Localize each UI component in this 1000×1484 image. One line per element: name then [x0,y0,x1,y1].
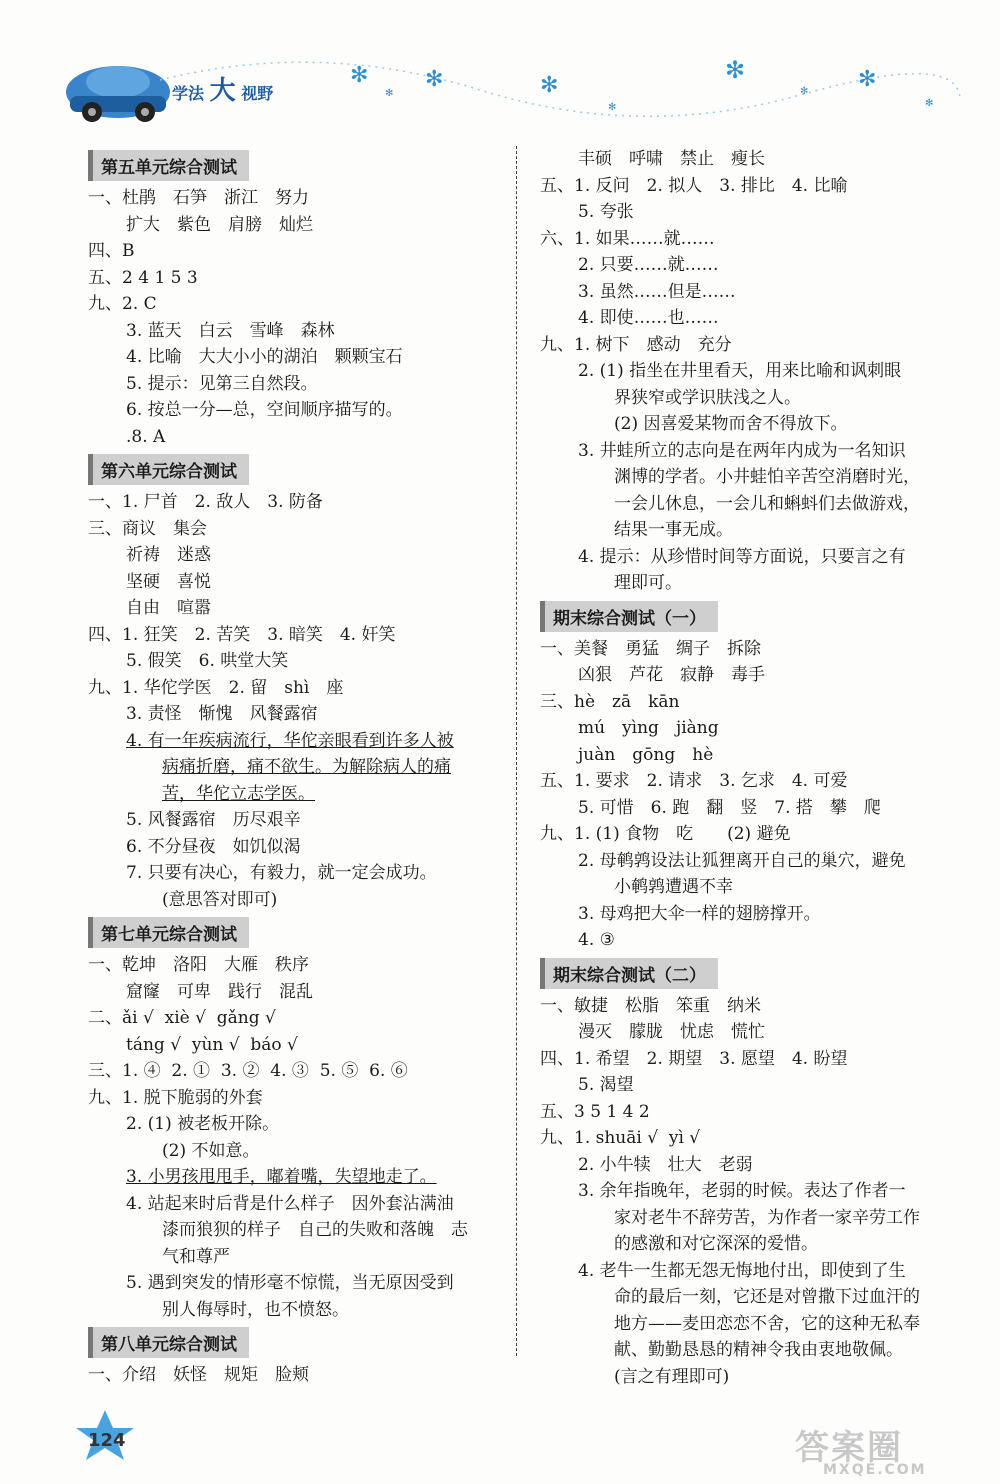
answer-line: 丰硕 呼啸 禁止 瘦长 [578,149,765,169]
answer-line: 4. 站起来时后背是什么样子 因外套沾满油 [126,1193,454,1214]
answer-line: 界狭窄或学识肤浅之人。 [614,387,801,408]
answer-line: táng √ yùn √ báo √ [126,1034,298,1055]
answer-line: 四、1. 狂笑 2. 苦笑 3. 暗笑 4. 奸笑 [88,624,396,645]
answer-line: 别人侮辱时，也不愤怒。 [162,1299,349,1320]
answer-line: 6. 不分昼夜 如饥似渴 [126,836,301,857]
answer-line: 2. 小牛犊 壮大 老弱 [578,1154,753,1175]
answer-line: 5. 假笑 6. 哄堂大笑 [126,651,289,671]
page-number: 124 [88,1430,126,1451]
answer-line: 九、1. (1) 食物 吃 (2) 避免 [540,824,791,844]
answer-line: 一、1. 尸首 2. 敌人 3. 防备 [88,492,323,512]
answer-line: (2) 不如意。 [162,1140,260,1161]
answer-line: 一、介绍 妖怪 规矩 脸颊 [88,1365,309,1385]
answer-line: 三、商议 集会 [88,518,207,539]
snowflake-icon: ✻ [350,63,369,88]
answer-line: 4. 老牛一生都无怨无悔地付出，即使到了生 [578,1260,906,1281]
answer-line: 祈祷 迷惑 [126,545,211,565]
answer-line: 气和尊严 [162,1246,230,1267]
answer-line: 漆而狼狈的样子 自己的失败和落魄 志 [162,1220,468,1240]
answer-line: 九、1. 树下 感动 充分 [540,334,732,355]
left-answer-column [88,146,503,1389]
brand-text-2: 大 [209,76,236,106]
answer-line: 4. 有一年疾病流行，华佗亲眼看到许多人被 [126,730,454,751]
answer-line: 五、3 5 1 4 2 [540,1101,650,1122]
answer-line: 自由 喧嚣 [126,598,211,618]
answer-line: 渊博的学者。小井蛙怕辛苦空消磨时光， [614,467,920,487]
answer-line: 一、美餐 勇猛 绸子 拆除 [540,638,761,659]
section-title-row [88,913,503,952]
section-title-row [88,146,503,185]
answer-line: 5. 风餐露宿 历尽艰辛 [126,810,301,830]
snowflake-icon: ✻ [608,102,617,113]
answer-line: 3. 蓝天 白云 雪峰 森林 [126,320,335,341]
answer-line: 5. 可惜 6. 跑 翻 竖 7. 搭 攀 爬 [578,797,881,818]
header-decoration [0,0,1000,140]
answer-line: .8. A [126,426,166,447]
answer-line: 理即可。 [614,573,682,593]
answer-line: 一、敏捷 松脂 笨重 纳米 [540,995,761,1016]
answer-line: 地方——麦田恋恋不舍，它的这种无私奉 [614,1313,920,1334]
answer-line: 病痛折磨，痛不欲生。为解除病人的痛 [162,757,451,777]
answer-line: 凶狠 芦花 寂静 毒手 [578,665,765,685]
answer-line: 苦，华佗立志学医。 [162,783,315,804]
answer-line: 一、杜鹃 石笋 浙江 努力 [88,188,309,208]
section-title: 期末综合测试（二） [540,958,718,989]
car-icon [66,66,170,122]
page-number-badge [70,1408,140,1464]
answer-line: mú yìng jiàng [578,718,719,738]
right-answer-column [540,146,960,1390]
snowflake-decorations [350,56,933,113]
answer-line: 3. 小男孩甩甩手，嘟着嘴，失望地走了。 [126,1167,437,1187]
answer-line: 二、ǎi √ xiè √ gǎng √ [88,1008,276,1028]
answer-line: 一、乾坤 洛阳 大雁 秩序 [88,955,309,975]
section-title-row [540,954,960,993]
answer-line: 窟窿 可卑 践行 混乱 [126,981,313,1002]
section-title: 期末综合测试（一） [540,601,718,632]
answer-line: juàn gōng hè [578,744,714,765]
snowflake-icon: ✻ [725,56,746,84]
answer-line: 三、hè zā kān [540,691,680,712]
answer-line: 九、1. shuāi √ yì √ [540,1128,701,1148]
answer-line: 3. 母鸡把大伞一样的翅膀撑开。 [578,903,821,924]
answer-line: 6. 按总一分—总，空间顺序描写的。 [126,400,403,420]
answer-line: 5. 渴望 [578,1075,634,1095]
answer-line: 六、1. 如果……就…… [540,228,715,249]
column-divider [516,146,517,1356]
answer-line: 五、2 4 1 5 3 [88,267,198,288]
answer-line: 四、1. 希望 2. 期望 3. 愿望 4. 盼望 [540,1048,848,1069]
answer-line: 3. 虽然……但是…… [578,281,736,302]
snowflake-icon: ✻ [540,73,559,98]
snowflake-icon: ✻ [858,67,877,92]
answer-line: 小鹌鹑遭遇不幸 [614,877,733,897]
answer-line: 2. (1) 指坐在井里看天，用来比喻和讽刺眼 [578,361,902,381]
answer-line: 命的最后一刻，它还是对曾撒下过血汗的 [614,1287,920,1307]
answer-line: 一会儿休息，一会儿和蝌蚪们去做游戏， [614,493,920,514]
snowflake-icon: ✻ [800,86,809,97]
answer-line: 家对老牛不辞劳苦，为作者一家辛劳工作 [614,1207,920,1228]
answer-line: 五、1. 要求 2. 请求 3. 乞求 4. 可爱 [540,771,848,791]
answer-line: 的感激和对它深深的爱惜。 [614,1234,818,1254]
answer-line: (2) 因喜爱某物而舍不得放下。 [614,414,848,434]
answer-line: 3. 井蛙所立的志向是在两年内成为一名知识 [578,440,906,461]
answer-line: 漫灭 朦胧 忧虑 慌忙 [578,1022,765,1042]
section-title: 第七单元综合测试 [88,917,249,948]
answer-line: 7. 只要有决心，有毅力，就一定会成功。 [126,863,437,883]
snowflake-icon: ✻ [385,88,394,99]
snowflake-icon: ✻ [425,67,444,92]
answer-line: (意思答对即可) [162,889,278,910]
answer-line: 3. 责怪 惭愧 风餐露宿 [126,704,318,724]
answer-line: 九、1. 华佗学医 2. 留 shì 座 [88,677,344,698]
watermark-sub: MXQE.COM [823,1462,927,1478]
answer-line: 4. ③ [578,930,615,950]
answer-line: 5. 提示：见第三自然段。 [126,373,318,394]
brand-logo [172,70,273,107]
answer-line: 4. 提示：从珍惜时间等方面说，只要言之有 [578,546,906,567]
watermark-main: 答案圈 [795,1428,903,1468]
answer-line: (言之有理即可) [614,1366,730,1387]
answer-line: 4. 即使……也…… [578,308,719,328]
answer-line: 坚硬 喜悦 [126,571,211,592]
answer-line: 4. 比喻 大大小小的湖泊 颗颗宝石 [126,347,403,367]
brand-text-3: 视野 [241,84,274,103]
snowflake-icon: ✻ [925,98,934,109]
answer-line: 九、2. C [88,294,157,314]
answer-line: 四、B [88,241,135,261]
section-title: 第六单元综合测试 [88,454,249,485]
answer-line: 2. 母鹌鹑设法让狐狸离开自己的巢穴，避免 [578,850,906,871]
section-title-row [88,1323,503,1362]
answer-line: 2. 只要……就…… [578,255,719,275]
section-title: 第五单元综合测试 [88,150,249,181]
answer-line: 5. 夸张 [578,202,634,222]
answer-line: 2. (1) 被老板开除。 [126,1114,280,1134]
section-title: 第八单元综合测试 [88,1327,249,1358]
watermark [795,1420,985,1480]
section-title-row [540,597,960,636]
answer-line: 扩大 紫色 肩膀 灿烂 [126,214,313,235]
page-header [0,0,1000,140]
answer-line: 九、1. 脱下脆弱的外套 [88,1087,263,1108]
section-title-row [88,450,503,489]
brand-text-1: 学法 [172,84,205,103]
answer-line: 5. 遇到突发的情形毫不惊慌，当无原因受到 [126,1273,454,1293]
answer-line: 三、1. ④ 2. ① 3. ② 4. ③ 5. ⑤ 6. ⑥ [88,1061,408,1081]
answer-line: 3. 余年指晚年，老弱的时候。表达了作者一 [578,1181,906,1201]
answer-line: 献、勤勤恳恳的精神令我由衷地敬佩。 [614,1340,903,1360]
answer-line: 五、1. 反问 2. 拟人 3. 排比 4. 比喻 [540,175,848,196]
answer-line: 结果一事无成。 [614,520,733,540]
